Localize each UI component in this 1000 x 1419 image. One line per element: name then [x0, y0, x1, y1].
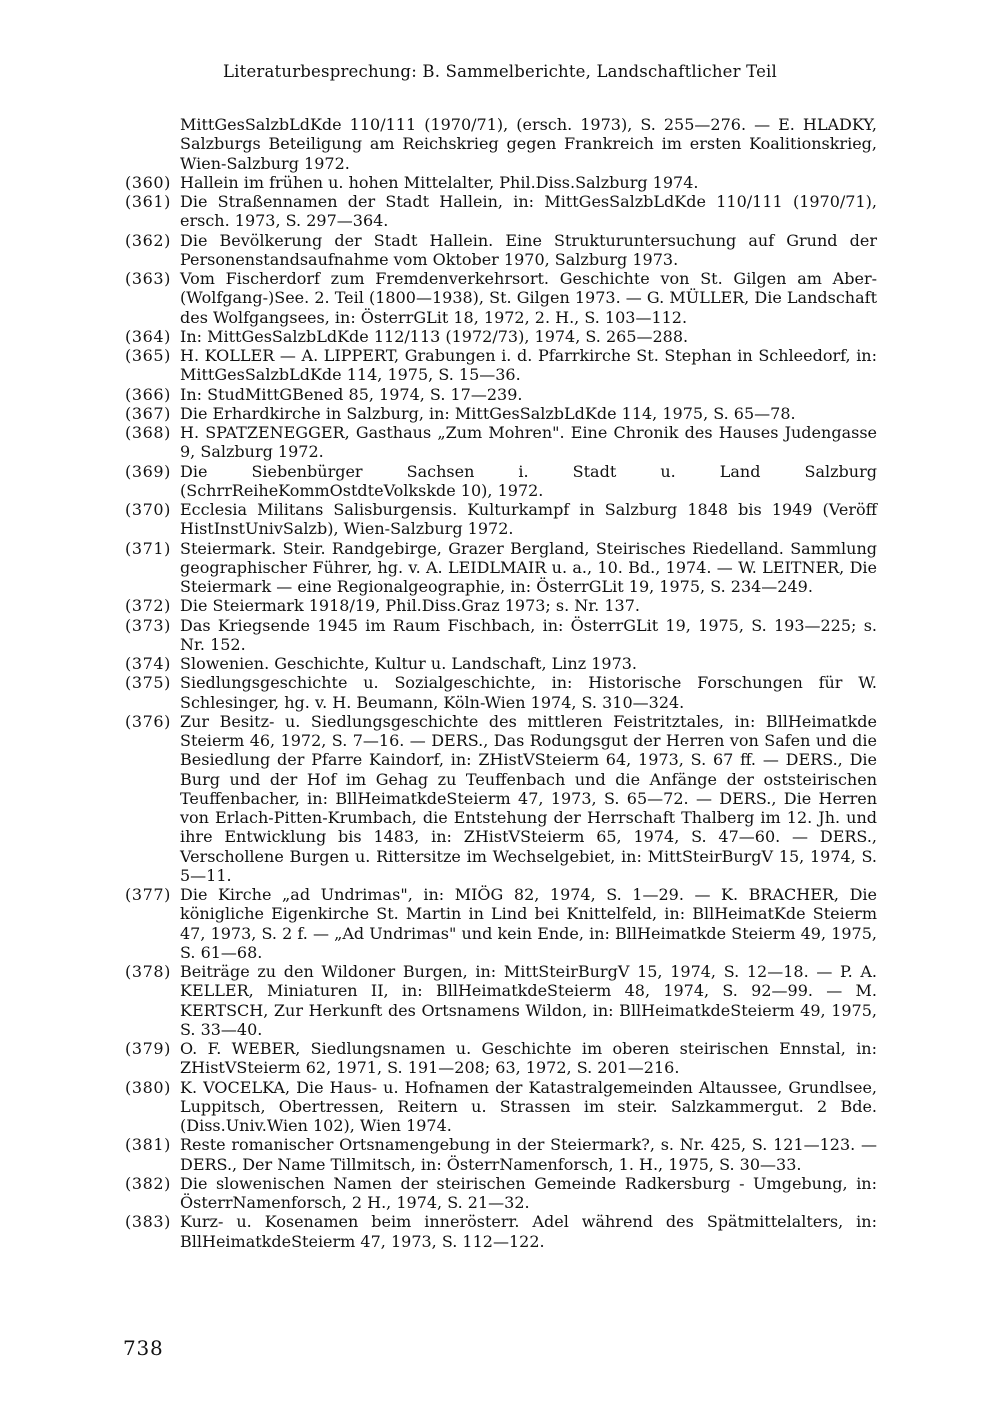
entry-text: Die Kirche „ad Undrimas", in: MIÖG 82, 1974, S. 1—29. — K. BRACHER, Die königliche Eigenkirche St. Martin in Lind bei Knittelfeld, in: BllHeimatKde Steierm 47, 1973, S. 2 f. — „Ad Undrimas" und kein Ende, in: BllHeimatkde Steierm 49, 1975, S. 61—68.	[180, 885, 877, 962]
bibliography-entry-361	[125, 192, 877, 231]
entry-text: Die Erhardkirche in Salzburg, in: MittGesSalzbLdKde 114, 1975, S. 65—78.	[180, 403, 796, 423]
entry-text: H. KOLLER — A. LIPPERT, Grabungen i. d. Pfarrkirche St. Stephan in Schleedorf, in: MittGesSalzbLdKde 114, 1975, S. 15—36.	[180, 346, 877, 385]
bibliography-entry-372	[125, 596, 877, 615]
bibliography-entry-364	[125, 327, 877, 346]
entry-number: (380)	[125, 1077, 172, 1097]
running-head: Literaturbesprechung: B. Sammelberichte, Landschaftlicher Teil	[223, 62, 777, 81]
entry-text: Die slowenischen Namen der steirischen Gemeinde Radkersburg - Umgebung, in: ÖsterrNamenforsch, 2 H., 1974, S. 21—32.	[180, 1173, 877, 1212]
entry-number: (373)	[125, 615, 172, 635]
entry-number: (382)	[125, 1173, 172, 1193]
entry-text: Die Bevölkerung der Stadt Hallein. Eine Strukturuntersuchung auf Grund der Personenstandsaufnahme vom Oktober 1970, Salzburg 1973.	[180, 230, 877, 269]
entry-text: Die Straßennamen der Stadt Hallein, in: MittGesSalzbLdKde 110/111 (1970/71), ersch. 1973, S. 297—364.	[180, 192, 877, 231]
bibliography-entry-371	[125, 539, 877, 597]
entry-text: In: StudMittGBened 85, 1974, S. 17—239.	[180, 384, 523, 404]
entry-number: (367)	[125, 403, 172, 423]
bibliography-entry-383	[125, 1212, 877, 1251]
bibliography-entry-373	[125, 616, 877, 655]
bibliography-entry-369	[125, 462, 877, 501]
entry-number: (375)	[125, 673, 172, 693]
entry-text: Zur Besitz- u. Siedlungsgeschichte des mittleren Feistritztales, in: BllHeimatkde Steierm 46, 1972, S. 7—16. — DERS., Das Rodungsgut der Herren von Safen und die Besiedlung der Pfarre Kaindorf, in: ZHistVSteierm 64, 1973, S. 67 ff. — DERS., Die Burg und der Hof im Gehag zu Teuffenbach und die Anfänge der oststeirischen Teuffenbacher, in: BllHeimatkdeSteierm 47, 1973, S. 65—72. — DERS., Die Herren von Erlach-Pitten-Krumbach, die Entstehung der Herrschaft Thalberg im 12. Jh. und ihre Entwicklung bis 1483, in: ZHistVSteierm 65, 1974, S. 47—60. — DERS., Verschollene Burgen u. Rittersitze im Wechselgebiet, in: MittSteirBurgV 15, 1974, S. 5—11.	[180, 711, 877, 885]
entry-number: (374)	[125, 654, 172, 673]
bibliography-entry-375	[125, 673, 877, 712]
entry-text: H. SPATZENEGGER, Gasthaus „Zum Mohren". Eine Chronik des Hauses Judengasse 9, Salzburg 1972.	[180, 423, 877, 462]
entry-number: (376)	[125, 711, 172, 731]
entry-number: (383)	[125, 1212, 172, 1232]
entry-text: Vom Fischerdorf zum Fremdenverkehrsort. Geschichte von St. Gilgen am Aber-(Wolfgang-)See. 2. Teil (1800—1938), St. Gilgen 1973. — G. MÜLLER, Die Landschaft des Wolfgangsees, in: ÖsterrGLit 18, 1972, 2. H., S. 103—112.	[180, 269, 877, 327]
bibliography-entry-380	[125, 1078, 877, 1136]
entry-number: (362)	[125, 230, 172, 250]
bibliography-list	[125, 115, 877, 1251]
bibliography-entry-360	[125, 173, 877, 192]
bibliography-entry-374	[125, 654, 877, 673]
bibliography-entry-365	[125, 346, 877, 385]
bibliography-entry-367	[125, 404, 877, 423]
page-number: 738	[123, 1336, 164, 1360]
entry-number: (360)	[125, 172, 172, 192]
entry-number: (378)	[125, 962, 172, 981]
entry-number: (369)	[125, 461, 172, 481]
entry-number: (363)	[125, 269, 172, 288]
entry-text: O. F. WEBER, Siedlungsnamen u. Geschichte im oberen steirischen Ennstal, in: ZHistVSteierm 62, 1971, S. 191—208; 63, 1972, S. 201—216.	[180, 1039, 877, 1078]
entry-text: K. VOCELKA, Die Haus- u. Hofnamen der Katastralgemeinden Altaussee, Grundlsee, Luppitsch, Obertressen, Reitern u. Strassen im steir. Salzkammergut. 2 Bde. (Diss.Univ.Wien 102), Wien 1974.	[180, 1077, 877, 1135]
entry-number: (381)	[125, 1135, 172, 1155]
bibliography-entry-370	[125, 500, 877, 539]
entry-text: Steiermark. Steir. Randgebirge, Grazer Bergland, Steirisches Riedelland. Sammlung geographischer Führer, hg. v. A. LEIDLMAIR u. a., 10. Bd., 1974. — W. LEITNER, Die Steiermark — eine Regionalgeographie, in: ÖsterrGLit 19, 1975, S. 234—249.	[180, 538, 877, 596]
entry-number: (372)	[125, 596, 172, 616]
entry-text: Beiträge zu den Wildoner Burgen, in: MittSteirBurgV 15, 1974, S. 12—18. — P. A. KELLER, Miniaturen II, in: BllHeimatkdeSteierm 48, 1974, S. 92—99. — M. KERTSCH, Zur Herkunft des Ortsnamens Wildon, in: BllHeimatkdeSteierm 49, 1975, S. 33—40.	[180, 962, 877, 1039]
entry-text: Die Siebenbürger Sachsen i. Stadt u. Land Salzburg (SchrrReiheKommOstdteVolkskde 10), 1972.	[180, 461, 877, 500]
entry-number: (361)	[125, 192, 172, 211]
bibliography-entry-382	[125, 1174, 877, 1213]
entry-text: Ecclesia Militans Salisburgensis. Kulturkampf in Salzburg 1848 bis 1949 (Veröff HistInstUnivSalzb), Wien-Salzburg 1972.	[180, 500, 877, 539]
entry-number: (377)	[125, 885, 172, 904]
bibliography-entry-362	[125, 231, 877, 270]
entry-text: Siedlungsgeschichte u. Sozialgeschichte, in: Historische Forschungen für W. Schlesinger, hg. v. H. Beumann, Köln-Wien 1974, S. 310—324.	[180, 673, 877, 712]
bibliography-entry-378	[125, 962, 877, 1039]
entry-number: (379)	[125, 1039, 172, 1058]
entry-text: Reste romanischer Ortsnamengebung in der Steiermark?, s. Nr. 425, S. 121—123. — DERS., Der Name Tillmitsch, in: ÖsterrNamenforsch, 1. H., 1975, S. 30—33.	[180, 1135, 877, 1174]
entry-text: Die Steiermark 1918/19, Phil.Diss.Graz 1973; s. Nr. 137.	[180, 596, 640, 616]
continuation-text: MittGesSalzbLdKde 110/111 (1970/71), (ersch. 1973), S. 255—276. — E. HLADKY, Salzburgs Beteiligung am Reichskrieg gegen Frankreich im ersten Koalitionskrieg, Wien-Salzburg 1972.	[180, 115, 877, 173]
entry-number: (364)	[125, 326, 172, 346]
entry-number: (365)	[125, 346, 172, 365]
entry-text: Kurz- u. Kosenamen beim innerösterr. Adel während des Spätmittelalters, in: BllHeimatkdeSteierm 47, 1973, S. 112—122.	[180, 1212, 877, 1251]
entry-number: (368)	[125, 423, 172, 442]
entry-text: In: MittGesSalzbLdKde 112/113 (1972/73), 1974, S. 265—288.	[180, 326, 689, 346]
entry-number: (370)	[125, 500, 172, 519]
entry-text: Slowenien. Geschichte, Kultur u. Landschaft, Linz 1973.	[180, 654, 638, 673]
entry-number: (371)	[125, 538, 172, 558]
bibliography-entry-376	[125, 712, 877, 885]
bibliography-entry-381	[125, 1135, 877, 1174]
bibliography-entry-368	[125, 423, 877, 462]
continuation-entry	[125, 115, 877, 173]
entry-text: Das Kriegsende 1945 im Raum Fischbach, in: ÖsterrGLit 19, 1975, S. 193—225; s. Nr. 152.	[180, 615, 877, 654]
bibliography-entry-377	[125, 885, 877, 962]
bibliography-entry-379	[125, 1039, 877, 1078]
bibliography-entry-366	[125, 385, 877, 404]
bibliography-entry-363	[125, 269, 877, 327]
entry-number: (366)	[125, 384, 172, 404]
entry-text: Hallein im frühen u. hohen Mittelalter, Phil.Diss.Salzburg 1974.	[180, 172, 699, 192]
